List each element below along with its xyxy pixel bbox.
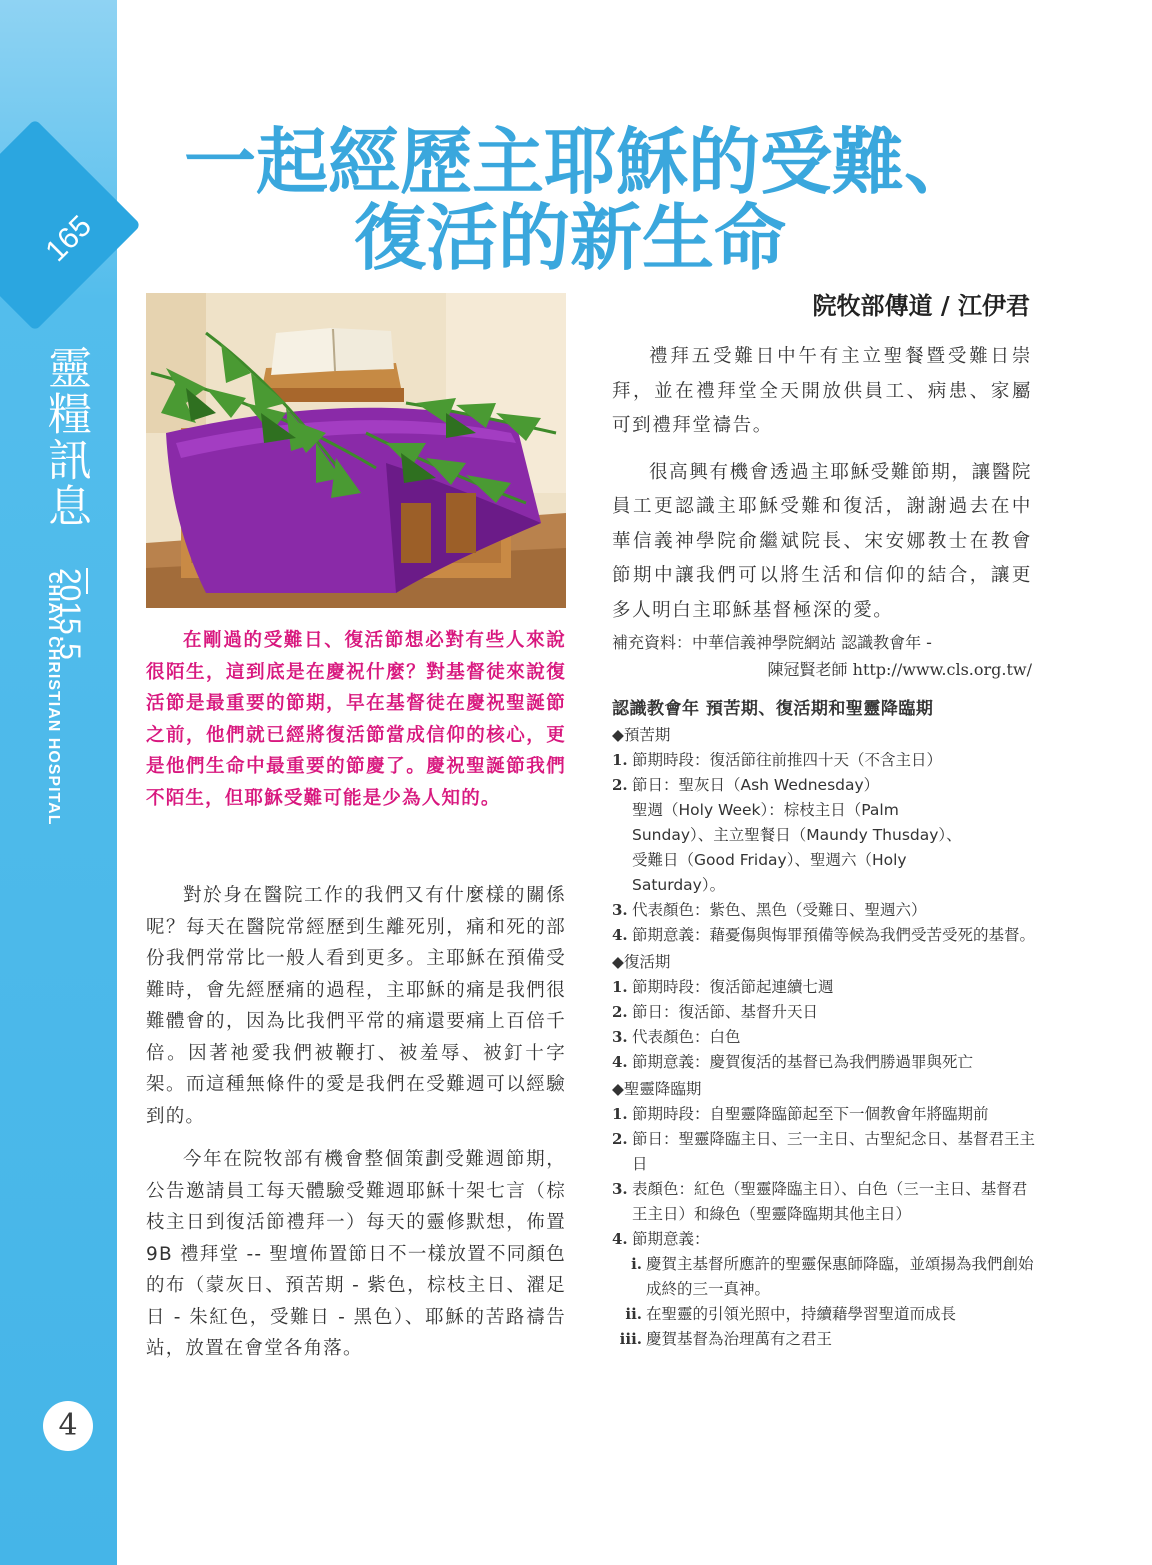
page-number: 4 — [43, 1401, 93, 1451]
hospital-name: CHIAYI CHRISTIAN HOSPITAL — [45, 572, 62, 826]
list-item — [612, 798, 1037, 823]
list-item — [612, 1127, 1037, 1177]
item-text: 在聖靈的引領光照中，持續藉學習聖道而成長 — [646, 1305, 957, 1323]
author-byline: 院牧部傳道 / 江伊君 — [812, 291, 1030, 320]
list-item — [612, 773, 1037, 798]
altar-illustration — [146, 293, 566, 608]
item-text: 慶賀主基督所應許的聖靈保惠師降臨，並頌揚為我們創始成終的三一真神。 — [646, 1255, 1034, 1298]
list-item — [612, 1025, 1037, 1050]
item-number: 2. — [612, 1003, 628, 1021]
body-paragraph: 今年在院牧部有機會整個策劃受難週節期，公告邀請員工每天體驗受難週耶穌十架七言（棕枝主日到復活節禮拜一）每天的靈修默想，佈置 9B 禮拜堂 -- 聖壇佈置節日不一樣放置不同顏色的布（蒙灰日、預苦期 - 紫色，棕枝主日、濯足日 - 朱紅色，受難日 - 黑色）、耶穌的苦路禱告站，放置在會堂各角落。 — [146, 1149, 566, 1359]
list-item — [612, 748, 1037, 773]
item-text: 節日：聖灰日（Ash Wednesday） — [632, 776, 880, 794]
item-text: 受難日（Good Friday）、聖週六（Holy — [632, 851, 907, 869]
item-number: 4. — [612, 1230, 628, 1248]
supplement-line-1: 補充資料：中華信義神學院網站 認識教會年 - — [612, 633, 932, 652]
item-text: Sunday）、主立聖餐日（Maundy Thusday）、 — [632, 826, 962, 844]
list-item — [612, 1302, 1037, 1327]
supplement-line-2 — [612, 656, 1032, 683]
item-number — [612, 873, 632, 898]
easter-list — [612, 975, 1037, 1075]
list-item — [612, 1177, 1037, 1227]
item-text: 代表顏色：紫色、黑色（受難日、聖週六） — [632, 901, 927, 919]
section-title-lent: ◆預苦期 — [612, 726, 671, 744]
item-text: Saturday）。 — [632, 876, 726, 894]
item-text: 節期意義： — [632, 1230, 710, 1248]
church-year-facts — [612, 694, 1037, 1352]
item-text: 節期時段：復活節起連續七週 — [632, 978, 834, 996]
list-item — [612, 848, 1037, 873]
list-item — [612, 1050, 1037, 1075]
item-text: 表顏色：紅色（聖靈降臨主日）、白色（三一主日、基督君王主日）和綠色（聖靈降臨期其他主日） — [632, 1180, 1028, 1223]
item-number: 4. — [612, 926, 628, 944]
item-number: 3. — [612, 901, 628, 919]
item-text: 節期時段：自聖靈降臨節起至下一個教會年將臨期前 — [632, 1105, 989, 1123]
item-text: 聖週（Holy Week）：棕枝主日（Palm — [632, 801, 899, 819]
altar-photo — [146, 293, 566, 608]
right-body — [612, 340, 1032, 640]
lead-paragraph: 在剛過的受難日、復活節想必對有些人來說很陌生，這到底是在慶祝什麼？對基督徒來說復活節是最重要的節期，早在基督徒在慶祝聖誕節之前，他們就已經將復活節當成信仰的核心，更是他們生命中最重要的節慶了。慶祝聖誕節我們不陌生，但耶穌受難可能是少為人知的。 — [146, 630, 566, 809]
article-title — [160, 119, 1000, 280]
body-paragraph: 禮拜五受難日中午有主立聖餐暨受難日崇拜，並在禮拜堂全天開放供員工、病患、家屬可到禮拜堂禱告。 — [612, 346, 1032, 436]
item-number: 3. — [612, 1028, 628, 1046]
item-number: 4. — [612, 1053, 628, 1071]
item-number: iii. — [619, 1330, 642, 1348]
item-number — [612, 848, 632, 873]
item-text: 節期時段：復活節往前推四十天（不含主日） — [632, 751, 943, 769]
supplement-author: 陳冠賢老師 — [767, 660, 848, 679]
item-text: 節日：復活節、基督升天日 — [632, 1003, 819, 1021]
facts-heading: 認識教會年 預苦期、復活期和聖靈降臨期 — [612, 699, 934, 719]
list-item — [612, 898, 1037, 923]
item-number: 1. — [612, 978, 628, 996]
magazine-name: 靈糧訊息 — [40, 345, 91, 529]
list-item — [612, 1327, 1037, 1352]
list-item — [612, 1227, 1037, 1252]
item-number: 3. — [612, 1180, 628, 1198]
sidebar — [0, 0, 117, 1565]
pentecost-list — [612, 1102, 1037, 1252]
item-number: 1. — [612, 751, 628, 769]
list-item — [612, 873, 1037, 898]
body-paragraph: 很高興有機會透過主耶穌受難節期，讓醫院員工更認識主耶穌受難和復活，謝謝過去在中華信義神學院俞繼斌院長、宋安娜教士在教會節期中讓我們可以將生活和信仰的結合，讓更多人明白主耶穌基督極深的愛。 — [612, 461, 1032, 621]
item-number — [612, 823, 632, 848]
issue-number: 165 — [39, 209, 99, 269]
item-number: 2. — [612, 776, 628, 794]
list-item — [612, 1000, 1037, 1025]
item-number: ii. — [625, 1305, 642, 1323]
item-text: 慶賀基督為治理萬有之君王 — [646, 1330, 833, 1348]
list-item — [612, 975, 1037, 1000]
item-text: 節日：聖靈降臨主日、三一主日、古聖紀念日、基督君王主日 — [632, 1130, 1036, 1173]
issue-date: 2015.5 — [53, 568, 86, 660]
list-item — [612, 1102, 1037, 1127]
item-number: 1. — [612, 1105, 628, 1123]
item-text: 節期意義：慶賀復活的基督已為我們勝過罪與死亡 — [632, 1053, 974, 1071]
section-title-easter: ◆復活期 — [612, 953, 671, 971]
title-line-1: 一起經歷主耶穌的受難、 — [183, 119, 976, 204]
list-item — [612, 1252, 1037, 1302]
supplement-url[interactable]: http://www.cls.org.tw/ — [852, 660, 1032, 679]
list-item — [612, 823, 1037, 848]
lent-list — [612, 748, 1037, 948]
supplement-note — [612, 629, 1032, 683]
item-text: 代表顏色：白色 — [632, 1028, 741, 1046]
item-number: i. — [631, 1255, 642, 1273]
item-number — [612, 798, 632, 823]
list-item — [612, 923, 1037, 948]
body-paragraph: 對於身在醫院工作的我們又有什麼樣的關係呢？每天在醫院常經歷到生離死別，痛和死的部份我們常常比一般人看到更多。主耶穌在預備受難時，會先經歷痛的過程，主耶穌的痛是我們很難體會的，因為比我們平常的痛還要痛上百倍千倍。因著祂愛我們被鞭打、被羞辱、被釘十字架。而這種無條件的愛是我們在受難週可以經驗到的。 — [146, 885, 566, 1127]
section-title-pentecost: ◆聖靈降臨期 — [612, 1080, 702, 1098]
item-number: 2. — [612, 1130, 628, 1148]
title-line-2: 復活的新生命 — [353, 195, 786, 280]
left-body — [146, 880, 566, 1377]
pentecost-meanings-list — [612, 1252, 1037, 1352]
item-text: 節期意義：藉憂傷與悔罪預備等候為我們受苦受死的基督。 — [632, 926, 1036, 944]
